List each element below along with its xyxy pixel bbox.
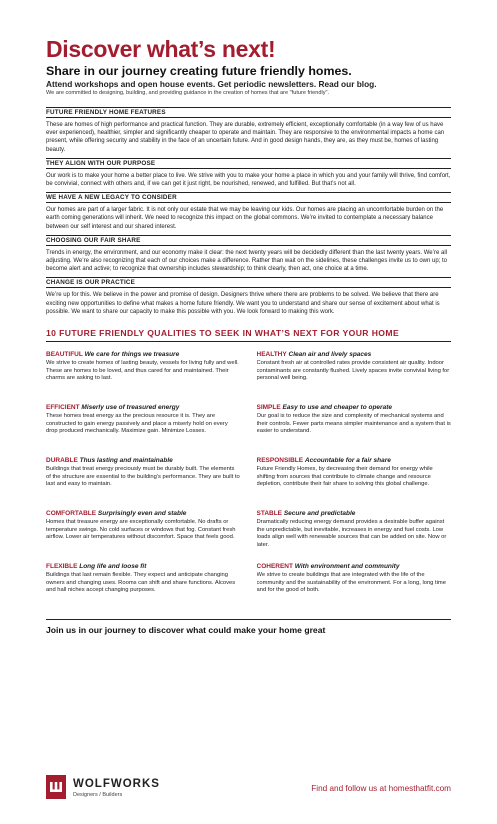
quality-name: FLEXIBLE	[46, 563, 78, 571]
qualities-title: 10 FUTURE FRIENDLY QUALITIES TO SEEK IN WHAT’S NEXT FOR YOUR HOME	[46, 328, 451, 342]
quality-name: HEALTHY	[256, 351, 287, 359]
quality-beautiful	[46, 350, 241, 395]
quality-subtitle: Miserly use of treasured energy	[81, 404, 180, 412]
website-link[interactable]: Find and follow us at homesthatfit.com	[311, 784, 451, 793]
section-purpose	[46, 158, 451, 188]
quality-subtitle: Accountable for a fair share	[304, 457, 391, 465]
quality-comfortable	[46, 509, 241, 554]
tagline: Attend workshops and open house events. Get periodic newsletters. Read our blog.	[46, 79, 377, 89]
logo-name: WOLFWORKS	[73, 778, 160, 790]
page-title: Discover what’s next!	[46, 36, 276, 62]
quality-durable	[46, 456, 241, 501]
quality-text: Future Friendly Homes, by decreasing their demand for energy while shifting from sources that contribute to climate change and resource depletion, contribute their fair share to solving this global challenge.	[256, 466, 433, 488]
section-heading: CHANGE IS OUR PRACTICE	[46, 277, 451, 288]
qualities-grid	[46, 350, 451, 615]
quality-subtitle: Clean air and lively spaces	[288, 351, 372, 359]
quality-simple	[257, 403, 452, 448]
footer	[46, 775, 451, 801]
section-heading: WE HAVE A NEW LEGACY TO CONSIDER	[46, 192, 451, 203]
quality-coherent	[257, 562, 452, 607]
section-body: Our homes are part of a larger fabric. It is not only our estate that we may be leaving our kids. Our homes are placing an uncomfortable burden on the earth coming generations will inherit. We need to recognize this impact on the global commons. We’re invited to contemplate a necessary balance between our self interest and our shared interest.	[46, 207, 444, 230]
section-body: These are homes of high performance and practical function. They are durable, extremely efficient, exceptionally comfortable (in a way few of us have ever experienced), healthier, simpler and significantly cheaper to operate and maintain. They are responsive to the environmental impacts a home can present, while offering security and stability in the face of an uncertain future. And in good design hands, they are, as they must be, homes of lasting beauty.	[46, 122, 445, 153]
quality-subtitle: Thus lasting and maintainable	[79, 457, 173, 465]
page-subtitle: Share in our journey creating future friendly homes.	[46, 64, 352, 78]
quality-name: COMFORTABLE	[46, 510, 97, 518]
quality-responsible	[257, 456, 452, 501]
wolfworks-logo-icon	[46, 775, 66, 799]
quality-text: Constant fresh air at controlled rates provide consistent air quality. Indoor contaminants are constantly flushed. Lively spaces invite convivial living for personal well being.	[256, 360, 450, 382]
quality-healthy	[257, 350, 452, 395]
section-practice	[46, 277, 451, 316]
quality-subtitle: Surprisingly even and stable	[97, 510, 187, 518]
quality-efficient	[46, 403, 241, 448]
quality-name: RESPONSIBLE	[256, 457, 304, 465]
join-statement: Join us in our journey to discover what could make your home great	[46, 619, 451, 635]
section-body: Trends in energy, the environment, and our economy make it clear: the next twenty years will be decidedly different than the last twenty years. We’re all adjusting. We’re also recognizing that each of our choices make a difference. Rather than wait on the sidelines, these challenges invite us to own up; to become alert and active; to recognize that ownership includes stewardship; to think clearly, then act, one choice at a time.	[46, 249, 448, 273]
quality-name: COHERENT	[256, 563, 293, 571]
quality-subtitle: With environment and community	[294, 563, 400, 571]
quality-subtitle: Easy to use and cheaper to operate	[282, 404, 392, 412]
quality-text: These homes treat energy as the precious resource it is. They are constructed to gain energy passively and place a miserly hold on every drop produced mechanically. Maximize gain. Minimize Losses.	[46, 413, 228, 435]
quality-subtitle: Long life and loose fit	[79, 563, 147, 571]
quality-stable	[257, 509, 452, 554]
quality-text: Homes that treasure energy are exceptionally comfortable. No drafts or temperature swings. No cold surfaces or windows that fog. Constant fresh airflow. Lower air temperatures without discomfort. Space that feels good.	[46, 519, 236, 541]
quality-text: Dramatically reducing energy demand provides a desirable buffer against the unpredictable, but inevitable, increases in energy and fuel costs. Low loads align well with renewable sources that can be added on site. Now or later.	[256, 519, 447, 548]
quality-name: BEAUTIFUL	[46, 351, 83, 359]
section-heading: THEY ALIGN WITH OUR PURPOSE	[46, 158, 451, 169]
quality-text: Buildings that treat energy preciously must be durably built. The elements of the structure are essential to the building’s performance. They are built to last and easy to maintain.	[46, 466, 240, 488]
quality-text: We strive to create homes of lasting beauty, vessels for living fully and well. These are homes to be loved, and thus cared for and maintained. Their charms are asking to last.	[46, 360, 239, 382]
quality-name: EFFICIENT	[46, 404, 80, 412]
section-legacy	[46, 192, 451, 231]
section-heading: CHOOSING OUR FAIR SHARE	[46, 235, 451, 246]
quality-text: Our goal is to reduce the size and complexity of mechanical systems and their controls. Fewer parts means simpler maintenance and a system that is easier to understand.	[256, 413, 451, 435]
section-body: We’re up for this. We believe in the power and promise of design. Designers thrive where there are problems to be solved. We believe that there are exciting new opportunities to define what makes a home future friendly. We want you to understand and share our sense of excitement about what is possible. We want to share our capacity to make this possible with you. We look forward to making this work.	[46, 292, 440, 315]
quality-text: We strive to create buildings that are integrated with the life of the community and the sustainability of the environment. For a long, long time and for the good of both.	[256, 572, 446, 594]
quality-subtitle: We care for things we treasure	[84, 351, 180, 359]
quality-subtitle: Secure and predictable	[283, 510, 356, 518]
quality-name: DURABLE	[46, 457, 78, 465]
quality-text: Buildings that last remain flexible. They expect and anticipate changing owners and changing uses. Rooms can shift and share functions. Alcoves and hall niches accept changing purposes.	[46, 572, 236, 594]
logo-subtitle: Designers / Builders	[73, 792, 123, 798]
quality-name: STABLE	[256, 510, 283, 518]
quality-name: SIMPLE	[256, 404, 281, 412]
commitment-statement: We are committed to designing, building, and providing guidance in the creation of homes that are "future friendly".	[46, 90, 330, 96]
section-body: Our work is to make your home a better place to live. We strive with you to make your home a place in which you and your family will thrive, find comfort, be convivial, connect with others and, if we can get it just right, be nourished, renewed, and fulfilled. But that’s not all.	[46, 172, 451, 188]
section-fair-share	[46, 235, 451, 274]
section-heading: FUTURE FRIENDLY HOME FEATURES	[46, 107, 451, 118]
quality-flexible	[46, 562, 241, 607]
section-features	[46, 107, 451, 154]
